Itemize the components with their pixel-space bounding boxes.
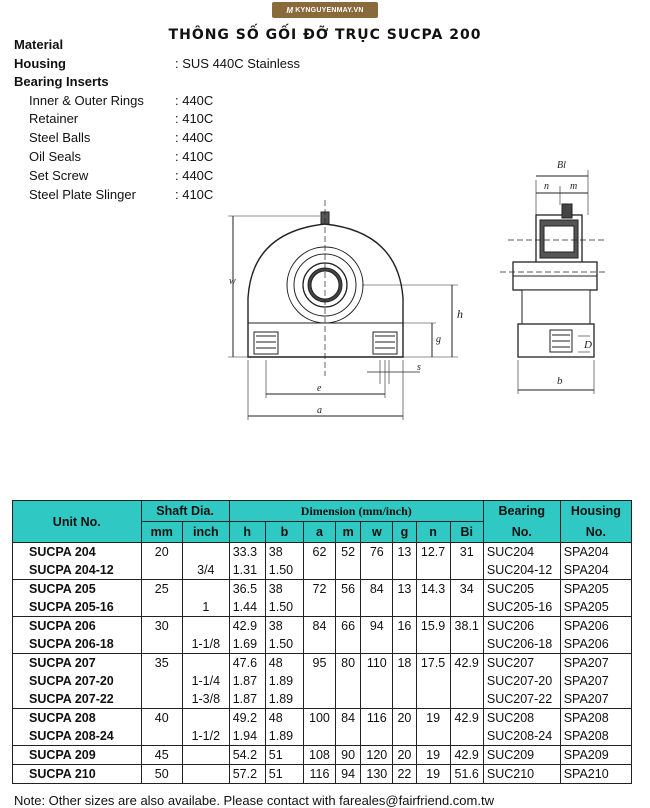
shaft-inch-cell (182, 765, 229, 784)
b-header: b (265, 522, 303, 543)
dim-h-label: h (457, 307, 463, 321)
dim-e-label: e (317, 383, 322, 394)
a-cell (304, 672, 336, 690)
shaft-mm-cell (141, 690, 182, 709)
material-value: : 440C (175, 93, 214, 108)
w-cell (361, 690, 393, 709)
housing-no-cell: SPA210 (560, 765, 631, 784)
n-cell: 15.9 (416, 617, 450, 636)
shaft-inch-cell (182, 617, 229, 636)
h-cell: 33.3 (229, 543, 265, 562)
housing-no-cell: SPA205 (560, 580, 631, 599)
material-value: : 410C (175, 187, 214, 202)
a-cell: 108 (304, 746, 336, 765)
table-row (13, 543, 632, 562)
material-label: Retainer (29, 111, 79, 126)
housing-no-header: No. (560, 522, 631, 543)
w-cell: 76 (361, 543, 393, 562)
h-cell: 1.44 (229, 598, 265, 617)
bearing-no-cell: SUC207-20 (483, 672, 560, 690)
m-cell (335, 598, 360, 617)
b-cell: 1.50 (265, 561, 303, 580)
shaft-inch-cell (182, 709, 229, 728)
g-cell (393, 727, 416, 746)
shaft-mm-cell: 20 (141, 543, 182, 562)
housing-no-cell: SPA207 (560, 654, 631, 673)
shaft-mm-cell (141, 672, 182, 690)
m-cell: 90 (335, 746, 360, 765)
dim-n-label: n (544, 181, 549, 192)
a-cell: 84 (304, 617, 336, 636)
n-cell (416, 672, 450, 690)
h-cell: 1.69 (229, 635, 265, 654)
g-cell: 13 (393, 580, 416, 599)
a-cell (304, 727, 336, 746)
a-cell (304, 690, 336, 709)
n-cell (416, 727, 450, 746)
b-cell: 1.50 (265, 598, 303, 617)
inserts-heading: Bearing Inserts (14, 74, 109, 89)
bearing-no-cell: SUC210 (483, 765, 560, 784)
dim-b-label: b (557, 375, 563, 387)
table-row (13, 765, 632, 784)
bi-cell (450, 690, 483, 709)
shaft-mm-cell: 35 (141, 654, 182, 673)
housing-header: Housing (560, 501, 631, 522)
footnote: Note: Other sizes are also availabe. Please contact with fareales@fairfriend.com.tw (14, 793, 494, 808)
table-row (13, 635, 632, 654)
table-row (13, 654, 632, 673)
material-label: Steel Balls (29, 130, 91, 145)
table-row (13, 617, 632, 636)
bi-cell (450, 598, 483, 617)
unit-cell: SUCPA 209 (13, 746, 142, 765)
n-cell (416, 598, 450, 617)
dim-a-label: a (317, 405, 322, 416)
bi-cell: 42.9 (450, 654, 483, 673)
g-cell: 16 (393, 617, 416, 636)
table-row (13, 598, 632, 617)
bi-cell: 42.9 (450, 746, 483, 765)
m-cell: 52 (335, 543, 360, 562)
bi-cell: 38.1 (450, 617, 483, 636)
g-cell: 20 (393, 746, 416, 765)
unit-cell: SUCPA 205-16 (13, 598, 142, 617)
bearing-no-cell: SUC204-12 (483, 561, 560, 580)
n-cell: 19 (416, 746, 450, 765)
w-cell (361, 635, 393, 654)
unit-cell: SUCPA 208 (13, 709, 142, 728)
housing-no-cell: SPA208 (560, 709, 631, 728)
bi-cell: 42.9 (450, 709, 483, 728)
bearing-no-cell: SUC205 (483, 580, 560, 599)
w-cell (361, 598, 393, 617)
housing-no-cell: SPA206 (560, 617, 631, 636)
table-row (13, 672, 632, 690)
material-label: Set Screw (29, 168, 89, 183)
g-cell (393, 690, 416, 709)
a-cell: 100 (304, 709, 336, 728)
shaft-mm-cell: 40 (141, 709, 182, 728)
dim-d-label: D (584, 339, 592, 351)
m-cell (335, 727, 360, 746)
side-view (500, 170, 605, 394)
m-cell (335, 635, 360, 654)
shaft-inch-cell: 1-1/2 (182, 727, 229, 746)
spec-table-body (13, 543, 632, 784)
h-cell: 1.87 (229, 672, 265, 690)
shaft-mm-cell (141, 598, 182, 617)
w-cell (361, 561, 393, 580)
b-cell: 51 (265, 765, 303, 784)
table-row (13, 561, 632, 580)
material-value: : 410C (175, 111, 214, 126)
dimension-header: Dimension (mm/inch) (229, 501, 483, 522)
m-cell: 94 (335, 765, 360, 784)
shaft-inch-cell: 1-1/8 (182, 635, 229, 654)
g-cell (393, 635, 416, 654)
unit-no-header: Unit No. (13, 501, 142, 543)
bearing-no-cell: SUC205-16 (483, 598, 560, 617)
unit-cell: SUCPA 207-20 (13, 672, 142, 690)
b-cell: 48 (265, 654, 303, 673)
a-cell: 72 (304, 580, 336, 599)
shaft-inch-cell: 1-1/4 (182, 672, 229, 690)
bi-cell: 31 (450, 543, 483, 562)
shaft-mm-cell: 25 (141, 580, 182, 599)
dim-b1-label: Bl (557, 160, 566, 171)
w-cell: 120 (361, 746, 393, 765)
shaft-inch-cell: 1-3/8 (182, 690, 229, 709)
bearing-no-cell: SUC206-18 (483, 635, 560, 654)
housing-no-cell: SPA207 (560, 672, 631, 690)
table-row (13, 727, 632, 746)
n-cell (416, 690, 450, 709)
logo-mark-icon: M (286, 5, 294, 15)
bi-cell (450, 561, 483, 580)
m-cell: 56 (335, 580, 360, 599)
bearing-no-header: No. (483, 522, 560, 543)
material-label: Steel Plate Slinger (29, 187, 136, 202)
h-cell: 47.6 (229, 654, 265, 673)
bi-cell: 34 (450, 580, 483, 599)
bearing-no-cell: SUC204 (483, 543, 560, 562)
a-header: a (304, 522, 336, 543)
housing-label: Housing (14, 56, 66, 71)
housing-value: : SUS 440C Stainless (175, 56, 301, 71)
a-cell (304, 561, 336, 580)
bearing-header: Bearing (483, 501, 560, 522)
housing-no-cell: SPA207 (560, 690, 631, 709)
b-cell: 38 (265, 617, 303, 636)
material-label: Inner & Outer Rings (29, 93, 144, 108)
shaft-inch-cell (182, 580, 229, 599)
n-cell: 14.3 (416, 580, 450, 599)
m-header: m (335, 522, 360, 543)
mm-header: mm (141, 522, 182, 543)
h-cell: 42.9 (229, 617, 265, 636)
h-header: h (229, 522, 265, 543)
table-row (13, 746, 632, 765)
g-cell (393, 672, 416, 690)
shaft-mm-cell (141, 561, 182, 580)
unit-cell: SUCPA 207-22 (13, 690, 142, 709)
table-row (13, 690, 632, 709)
b-cell: 38 (265, 543, 303, 562)
n-cell (416, 561, 450, 580)
unit-cell: SUCPA 204 (13, 543, 142, 562)
unit-cell: SUCPA 205 (13, 580, 142, 599)
material-value: : 440C (175, 130, 214, 145)
h-cell: 49.2 (229, 709, 265, 728)
bearing-no-cell: SUC208 (483, 709, 560, 728)
page-title: THÔNG SỐ GỐI ĐỠ TRỤC SUCPA 200 (168, 27, 482, 43)
material-value: : 440C (175, 168, 214, 183)
bearing-no-cell: SUC207-22 (483, 690, 560, 709)
g-cell: 18 (393, 654, 416, 673)
shaft-mm-cell: 30 (141, 617, 182, 636)
bi-cell (450, 635, 483, 654)
housing-no-cell: SPA209 (560, 746, 631, 765)
bearing-no-cell: SUC209 (483, 746, 560, 765)
bi-cell (450, 727, 483, 746)
w-cell: 130 (361, 765, 393, 784)
n-header: n (416, 522, 450, 543)
shaft-mm-cell (141, 635, 182, 654)
shaft-mm-cell: 50 (141, 765, 182, 784)
material-label: Oil Seals (29, 149, 82, 164)
unit-cell: SUCPA 207 (13, 654, 142, 673)
dim-m-label: m (570, 181, 578, 192)
material-value: : 410C (175, 149, 214, 164)
w-cell (361, 727, 393, 746)
n-cell (416, 635, 450, 654)
w-cell: 110 (361, 654, 393, 673)
shaft-inch-cell: 3/4 (182, 561, 229, 580)
h-cell: 1.87 (229, 690, 265, 709)
a-cell: 116 (304, 765, 336, 784)
w-cell: 94 (361, 617, 393, 636)
shaft-inch-cell: 1 (182, 598, 229, 617)
n-cell: 19 (416, 709, 450, 728)
n-cell: 12.7 (416, 543, 450, 562)
g-cell: 13 (393, 543, 416, 562)
b-cell: 38 (265, 580, 303, 599)
h-cell: 36.5 (229, 580, 265, 599)
front-view (228, 200, 458, 420)
shaft-mm-cell (141, 727, 182, 746)
b-cell: 48 (265, 709, 303, 728)
bearing-no-cell: SUC207 (483, 654, 560, 673)
bi-cell (450, 672, 483, 690)
bi-cell: 51.6 (450, 765, 483, 784)
table-row (13, 709, 632, 728)
h-cell: 1.94 (229, 727, 265, 746)
housing-no-cell: SPA204 (560, 561, 631, 580)
housing-no-cell: SPA204 (560, 543, 631, 562)
bearing-no-cell: SUC206 (483, 617, 560, 636)
shaft-mm-cell: 45 (141, 746, 182, 765)
w-header: w (361, 522, 393, 543)
g-cell: 22 (393, 765, 416, 784)
shaft-dia-header: Shaft Dia. (141, 501, 229, 522)
g-header: g (393, 522, 416, 543)
h-cell: 54.2 (229, 746, 265, 765)
b-cell: 1.89 (265, 672, 303, 690)
spec-table (12, 500, 632, 784)
dim-g-label: g (436, 334, 441, 345)
logo-text: KYNGUYENMAY.VN (295, 6, 364, 14)
bi-header: Bi (450, 522, 483, 543)
material-heading: Material (14, 37, 64, 52)
w-cell (361, 672, 393, 690)
a-cell (304, 598, 336, 617)
shaft-inch-cell (182, 746, 229, 765)
bearing-no-cell: SUC208-24 (483, 727, 560, 746)
m-cell: 66 (335, 617, 360, 636)
m-cell: 80 (335, 654, 360, 673)
dim-s-label: s (417, 362, 421, 373)
m-cell (335, 561, 360, 580)
dim-w-label: w (229, 276, 236, 287)
w-cell: 116 (361, 709, 393, 728)
w-cell: 84 (361, 580, 393, 599)
housing-no-cell: SPA206 (560, 635, 631, 654)
unit-cell: SUCPA 206-18 (13, 635, 142, 654)
b-cell: 51 (265, 746, 303, 765)
b-cell: 1.89 (265, 727, 303, 746)
shaft-inch-cell (182, 654, 229, 673)
m-cell (335, 672, 360, 690)
b-cell: 1.50 (265, 635, 303, 654)
inch-header: inch (182, 522, 229, 543)
m-cell: 84 (335, 709, 360, 728)
n-cell: 19 (416, 765, 450, 784)
unit-cell: SUCPA 210 (13, 765, 142, 784)
h-cell: 57.2 (229, 765, 265, 784)
a-cell: 62 (304, 543, 336, 562)
unit-cell: SUCPA 208-24 (13, 727, 142, 746)
a-cell: 95 (304, 654, 336, 673)
shaft-inch-cell (182, 543, 229, 562)
unit-cell: SUCPA 206 (13, 617, 142, 636)
table-row (13, 580, 632, 599)
a-cell (304, 635, 336, 654)
unit-cell: SUCPA 204-12 (13, 561, 142, 580)
housing-no-cell: SPA208 (560, 727, 631, 746)
housing-no-cell: SPA205 (560, 598, 631, 617)
n-cell: 17.5 (416, 654, 450, 673)
b-cell: 1.89 (265, 690, 303, 709)
h-cell: 1.31 (229, 561, 265, 580)
g-cell (393, 561, 416, 580)
m-cell (335, 690, 360, 709)
g-cell (393, 598, 416, 617)
g-cell: 20 (393, 709, 416, 728)
